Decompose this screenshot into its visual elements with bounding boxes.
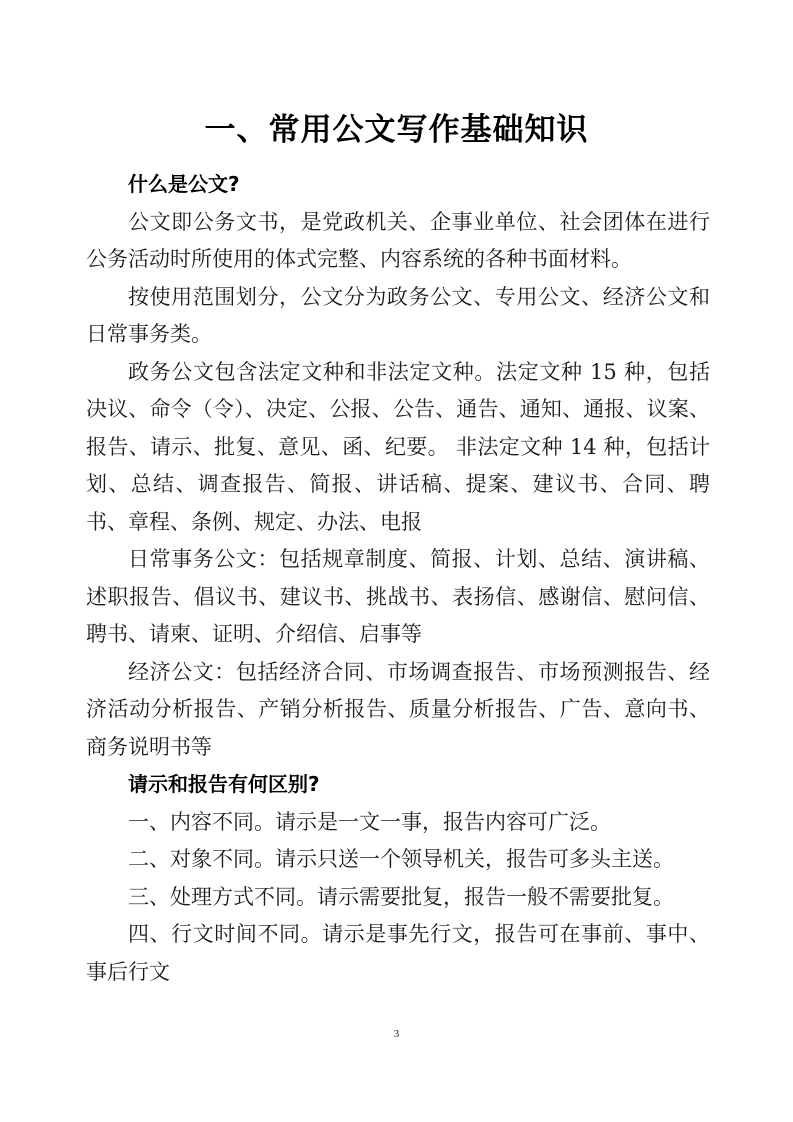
paragraph: 日常事务公文：包括规章制度、简报、计划、总结、演讲稿、述职报告、倡议书、建议书、挑战书、表扬信、感谢信、慰问信、聘书、请柬、证明、介绍信、启事等 [86, 547, 710, 646]
document-body [86, 166, 710, 991]
paragraph: 公文即公务文书，是党政机关、企事业单位、社会团体在进行公务活动时所使用的体式完整、内容系统的各种书面材料。 [86, 209, 710, 271]
section-heading: 请示和报告有何区别? [128, 772, 320, 796]
section-what-is-official-document [86, 166, 710, 766]
list-item: 一、内容不同。请示是一文一事，报告内容可广泛。 [128, 809, 611, 834]
section-heading: 什么是公文? [128, 172, 240, 196]
page-number: 3 [393, 1028, 400, 1040]
paragraph: 政务公文包含法定文种和非法定文种。法定文种 15 种，包括决议、命令（令）、决定、公报、公告、通告、通知、通报、议案、报告、请示、批复、意见、函、纪要。 非法定文种 14 种，包括计划、总结、调查报告、简报、讲话稿、提案、建议书、合同、聘书、章程、条例、规定、办法、电报 [86, 359, 710, 534]
section-request-vs-report [86, 766, 710, 991]
list-item: 四、行文时间不同。请示是事先行文，报告可在事前、事中、事后行文 [86, 922, 710, 984]
list-item: 二、对象不同。请示只送一个领导机关，报告可多头主送。 [128, 847, 674, 871]
paragraph: 经济公文：包括经济合同、市场调查报告、市场预测报告、经济活动分析报告、产销分析报告、质量分析报告、广告、意向书、商务说明书等 [86, 659, 710, 759]
paragraph: 按使用范围划分，公文分为政务公文、专用公文、经济公文和日常事务类。 [86, 284, 710, 346]
list-item: 三、处理方式不同。请示需要批复，报告一般不需要批复。 [128, 884, 674, 909]
document-title: 一、常用公文写作基础知识 [204, 112, 589, 148]
